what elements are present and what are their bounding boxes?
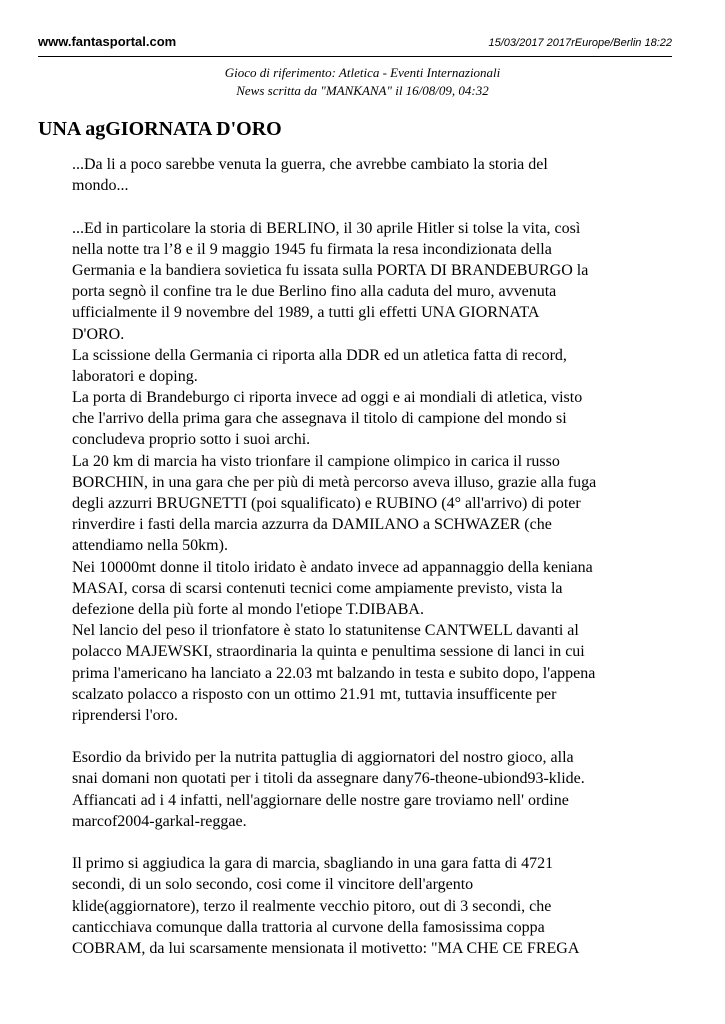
article-line: La porta di Brandeburgo ci riporta invece ad oggi e ai mondiali di atletica, visto bbox=[72, 389, 583, 407]
article-line: snai domani non quotati per i titoli da assegnare dany76-theone-ubiond93-klide. bbox=[72, 770, 585, 788]
article-line: Nel lancio del peso il trionfatore è stato lo statunitense CANTWELL davanti al bbox=[72, 622, 579, 640]
article-line: Esordio da brivido per la nutrita pattuglia di aggiornatori del nostro gioco, alla bbox=[72, 749, 574, 767]
article-line: D'ORO. bbox=[72, 325, 125, 343]
article-line: marcof2004-garkal-reggae. bbox=[72, 812, 247, 830]
article-line: canticchiava comunque dalla trattoria al curvone della famosissima coppa bbox=[72, 918, 545, 936]
article-byline: News scritta da "MANKANA" il 16/08/09, 04:32 bbox=[236, 83, 489, 98]
article-line: prima l'americano ha lanciato a 22.03 mt balzando in testa e subito dopo, l'appena bbox=[72, 664, 596, 682]
article-body bbox=[72, 154, 632, 959]
paragraph-gap bbox=[72, 196, 632, 217]
article-line: Nei 10000mt donne il titolo iridato è andato invece ad appannaggio della keniana bbox=[72, 558, 593, 576]
article-line: Il primo si aggiudica la gara di marcia, sbagliando in una gara fatta di 4721 bbox=[72, 855, 554, 873]
page-header bbox=[38, 34, 672, 57]
article-line: polacco MAJEWSKI, straordinaria la quinta e penultima sessione di lanci in cui bbox=[72, 643, 585, 661]
article-line: BORCHIN, in una gara che per più di metà percorso aveva illuso, grazie alla fuga bbox=[72, 473, 597, 491]
article-line: klide(aggiornatore), terzo il realmente vecchio pitoro, out di 3 secondi, che bbox=[72, 897, 552, 915]
article-line: ufficialmente il 9 novembre del 1989, a tutti gli effetti UNA GIORNATA bbox=[72, 304, 540, 322]
article-line: riprendersi l'oro. bbox=[72, 706, 178, 724]
article-title: UNA agGIORNATA D'ORO bbox=[38, 118, 282, 140]
paragraph-gap bbox=[72, 832, 632, 853]
article-line: attendiamo nella 50km). bbox=[72, 537, 228, 555]
article-meta bbox=[0, 64, 725, 100]
article-line: MASAI, corsa di scarsi contenuti tecnici come ampiamente previsto, vista la bbox=[72, 579, 563, 597]
article-line: laboratori e doping. bbox=[72, 367, 198, 385]
article-line: defezione della più forte al mondo l'etiope T.DIBABA. bbox=[72, 600, 424, 618]
article-line: scalzato polacco a risposto con un ottimo 21.91 mt, tuttavia insufficente per bbox=[72, 685, 557, 703]
article-line: ...Da li a poco sarebbe venuta la guerra, che avrebbe cambiato la storia del bbox=[72, 156, 548, 173]
article-line: rinverdire i fasti della marcia azzurra da DAMILANO a SCHWAZER (che bbox=[72, 516, 552, 534]
article-line: COBRAM, da lui scarsamente mensionata il motivetto: "MA CHE CE FREGA bbox=[72, 939, 580, 957]
article-line: concludeva proprio sotto i suoi archi. bbox=[72, 431, 311, 449]
article-line: nella notte tra l’8 e il 9 maggio 1945 fu firmata la resa incondizionata della bbox=[72, 240, 552, 258]
article-line: secondi, di un solo secondo, cosi come il vincitore dell'argento bbox=[72, 876, 474, 894]
article-line: Affiancati ad i 4 infatti, nell'aggiornare delle nostre gare troviamo nell' ordine bbox=[72, 791, 569, 809]
article-line: porta segnò il confine tra le due Berlino fino alla caduta del muro, avvenuta bbox=[72, 283, 557, 301]
game-reference: Gioco di riferimento: Atletica - Eventi Internazionali bbox=[224, 65, 501, 80]
paragraph-gap bbox=[72, 726, 632, 747]
article-line: degli azzurri BRUGNETTI (poi squalificato) e RUBINO (4° all'arrivo) di poter bbox=[72, 495, 581, 512]
article-line: Germania e la bandiera sovietica fu issata sulla PORTA DI BRANDEBURGO la bbox=[72, 261, 589, 279]
article-line: ...Ed in particolare la storia di BERLINO, il 30 aprile Hitler si tolse la vita, così bbox=[72, 219, 581, 237]
article-line: che l'arrivo della prima gara che assegnava il titolo di campione del mondo si bbox=[72, 410, 567, 428]
article-line: La scissione della Germania ci riporta alla DDR ed un atletica fatta di record, bbox=[72, 346, 567, 364]
site-url: www.fantasportal.com bbox=[38, 34, 177, 49]
print-timestamp: 15/03/2017 2017rEurope/Berlin 18:22 bbox=[488, 37, 672, 49]
article-line: La 20 km di marcia ha visto trionfare il campione olimpico in carica il russo bbox=[72, 452, 560, 470]
article-line: mondo... bbox=[72, 177, 129, 195]
